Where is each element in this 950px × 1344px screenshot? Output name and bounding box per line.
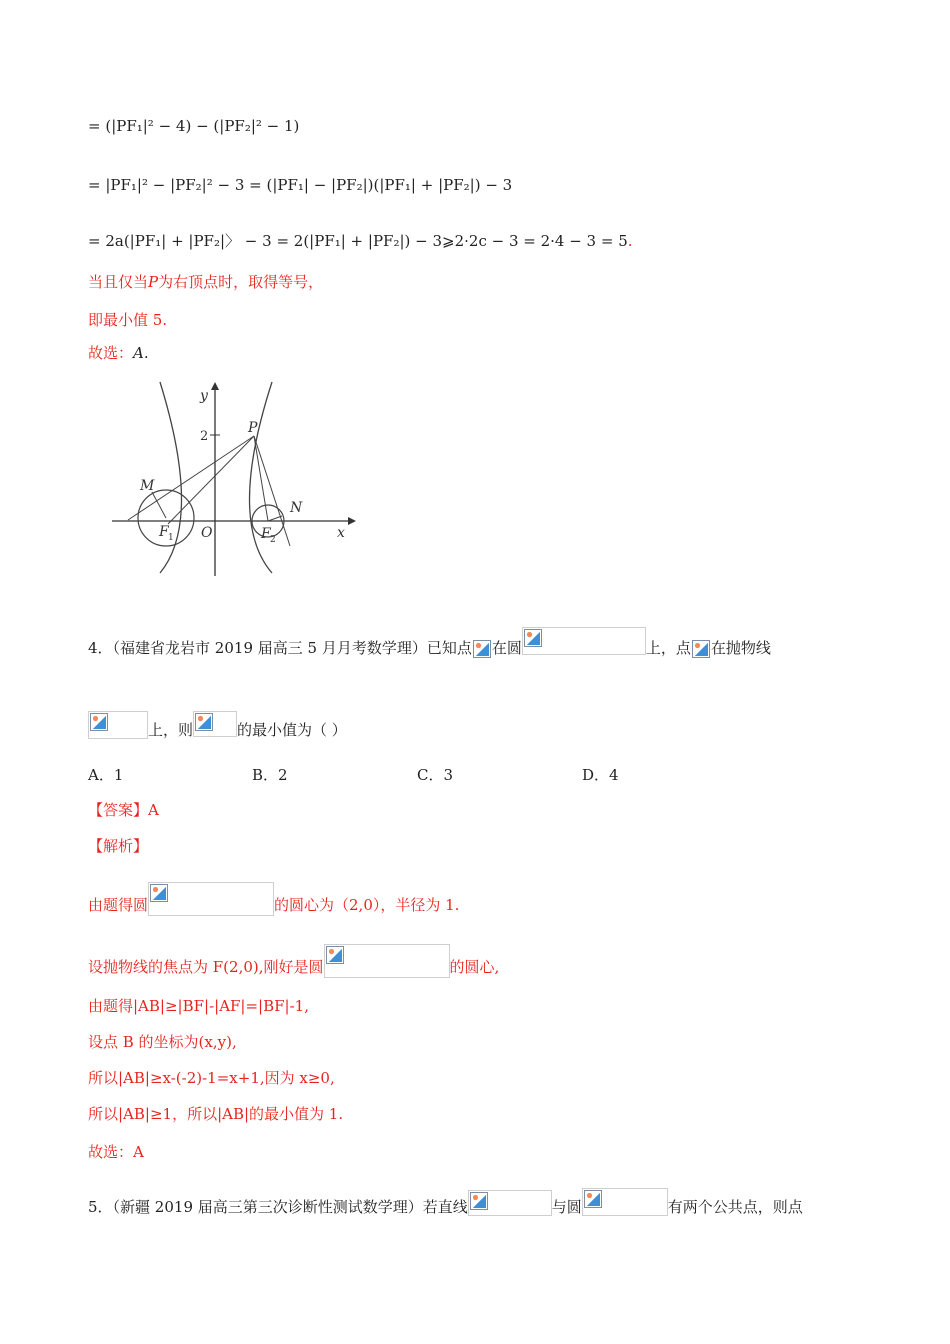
label-f2: F bbox=[261, 526, 271, 542]
label-f1-sub: 1 bbox=[168, 533, 174, 543]
q5-line-1 bbox=[88, 1188, 803, 1217]
choice-text: 故选： bbox=[88, 344, 134, 362]
q4-prefix: 4．（福建省龙岩市 2019 届高三 5 月月考数学理）已知点 bbox=[88, 639, 472, 657]
solution-step-5: 所以|AB|≥x-(-2)-1=x+1,因为 x≥0, bbox=[88, 1069, 335, 1087]
label-x: x bbox=[337, 525, 345, 541]
line-pn bbox=[254, 436, 290, 546]
option-d: D．4 bbox=[582, 766, 619, 784]
q5-suffix: 有两个公共点，则点 bbox=[667, 1198, 803, 1216]
step2-a: 设抛物线的焦点为 F(2,0),刚好是圆 bbox=[88, 958, 324, 976]
step1-a: 由题得圆 bbox=[88, 896, 149, 914]
image-placeholder-icon bbox=[522, 627, 646, 655]
q4-mid3: 在抛物线 bbox=[710, 639, 771, 657]
analysis-label: 【解析】 bbox=[88, 837, 149, 855]
label-f1: F bbox=[159, 524, 169, 540]
radius-n bbox=[268, 516, 282, 521]
math-line-3 bbox=[88, 231, 633, 251]
answer-label: 【答案】A bbox=[88, 801, 159, 819]
image-placeholder-icon bbox=[468, 1190, 552, 1216]
option-b: B．2 bbox=[252, 766, 288, 784]
hyperbola-figure bbox=[100, 378, 360, 578]
solution-step-4: 设点 B 的坐标为(x,y), bbox=[88, 1033, 237, 1051]
y-axis-arrow bbox=[211, 382, 219, 390]
left-branch bbox=[160, 382, 182, 573]
q5-prefix: 5．（新疆 2019 届高三第三次诊断性测试数学理）若直线 bbox=[88, 1198, 468, 1216]
image-placeholder-icon bbox=[324, 944, 450, 978]
q4-line2-b: 的最小值为（ ） bbox=[237, 721, 347, 739]
label-o: O bbox=[201, 525, 213, 541]
solution-step-3: 由题得|AB|≥|BF|-|AF|=|BF|-1, bbox=[88, 997, 309, 1015]
label-n: N bbox=[290, 500, 303, 516]
cond-var: P bbox=[148, 273, 159, 291]
x-axis-arrow bbox=[348, 517, 356, 525]
line-pf2 bbox=[254, 436, 268, 521]
image-placeholder-icon bbox=[472, 639, 492, 659]
image-placeholder-icon bbox=[88, 711, 148, 739]
q4-mid2: 上，点 bbox=[645, 639, 691, 657]
cond-text-a: 当且仅当 bbox=[88, 273, 149, 291]
min-value: 即最小值 5. bbox=[88, 311, 168, 329]
q4-mid1: 在圆 bbox=[491, 639, 522, 657]
q4-line-1 bbox=[88, 627, 771, 659]
q4-line2-a: 上，则 bbox=[148, 721, 194, 739]
solution-step-1 bbox=[88, 882, 459, 916]
solution-step-6: 所以|AB|≥1，所以|AB|的最小值为 1. bbox=[88, 1105, 344, 1123]
image-placeholder-icon bbox=[193, 711, 237, 737]
equality-condition bbox=[88, 272, 323, 292]
label-p: P bbox=[248, 420, 258, 436]
option-c: C．3 bbox=[417, 766, 454, 784]
math-line-1: = (|PF₁|² − 4) − (|PF₂|² − 1) bbox=[88, 117, 300, 135]
step2-b: 的圆心, bbox=[449, 958, 500, 976]
choice-line bbox=[88, 343, 149, 363]
step1-b: 的圆心为（2,0），半径为 1. bbox=[274, 896, 460, 914]
choice-end: . bbox=[143, 344, 149, 362]
math-line-3-text: = 2a(|PF₁| + |PF₂|〉 − 3 = 2(|PF₁| + |PF₂|) − 3⩾2·2c − 3 = 2·4 − 3 = 5 bbox=[88, 232, 628, 250]
q5-mid: 与圆 bbox=[551, 1198, 582, 1216]
label-y: y bbox=[200, 388, 208, 404]
solution-step-7: 故选：A bbox=[88, 1143, 144, 1161]
math-line-2: = |PF₁|² − |PF₂|² − 3 = (|PF₁| − |PF₂|)(|PF₁| + |PF₂|) − 3 bbox=[88, 176, 513, 194]
label-2: 2 bbox=[200, 429, 209, 444]
image-placeholder-icon bbox=[582, 1188, 668, 1216]
q4-line-2 bbox=[88, 711, 347, 740]
label-m: M bbox=[140, 478, 155, 494]
cond-text-b: 为右顶点时，取得等号， bbox=[158, 273, 324, 291]
image-placeholder-icon bbox=[691, 639, 711, 659]
math-line-3-end: . bbox=[627, 232, 633, 250]
label-f2-sub: 2 bbox=[270, 535, 276, 545]
solution-step-2 bbox=[88, 944, 499, 978]
image-placeholder-icon bbox=[148, 882, 274, 916]
choice-var: A bbox=[133, 344, 144, 362]
option-a: A．1 bbox=[88, 766, 124, 784]
